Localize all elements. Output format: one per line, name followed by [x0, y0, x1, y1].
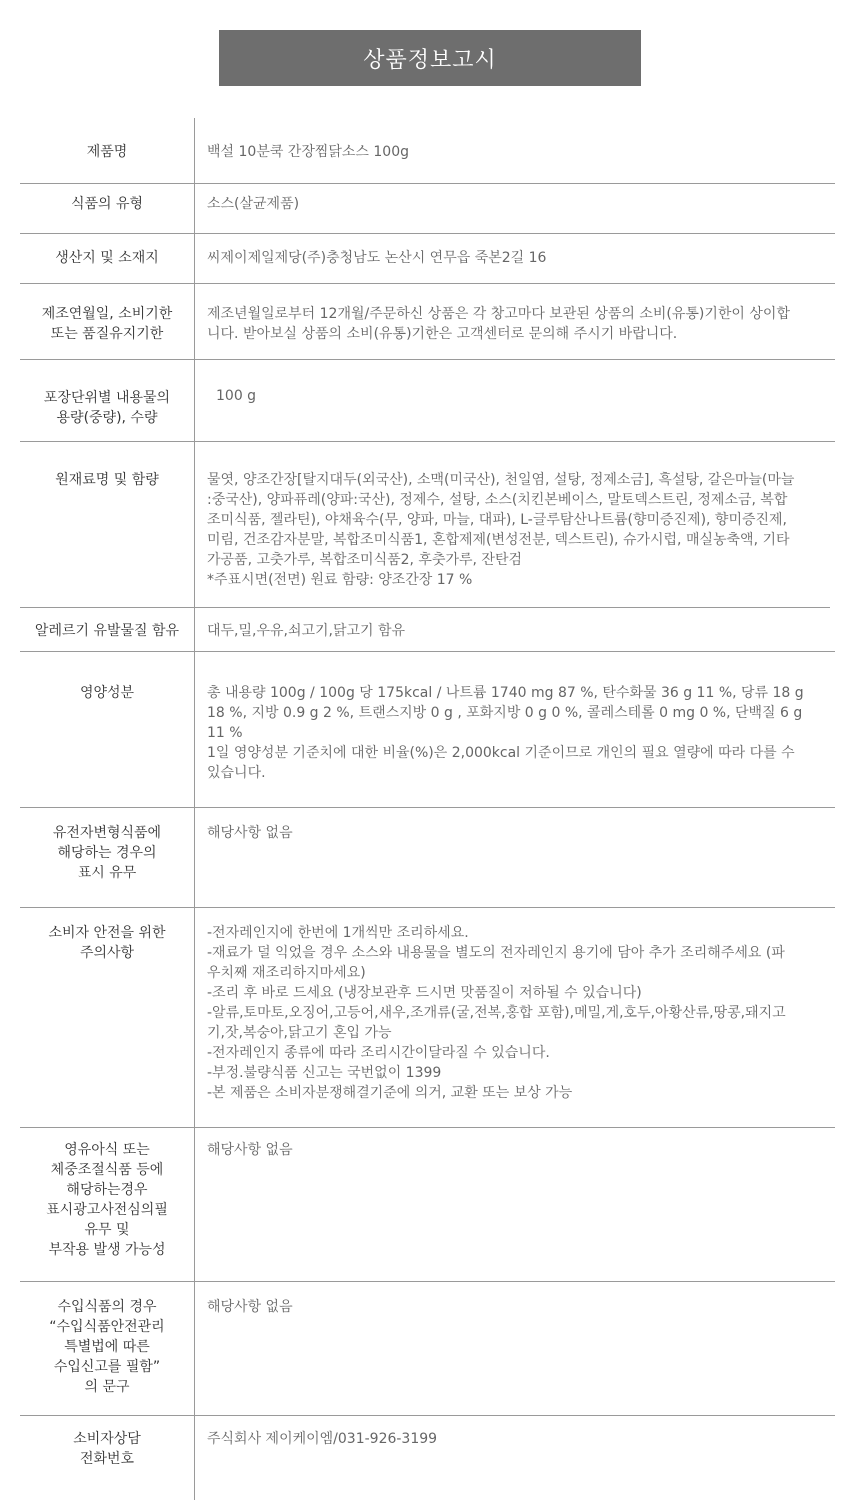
row-label: 수입식품의 경우 “수입식품안전관리 특별법에 따른 수입신고를 필함” 의 문구: [49, 1299, 165, 1395]
row-label: 포장단위별 내용물의 용량(중량), 수량: [43, 390, 171, 426]
row-value: 물엿, 양조간장[탈지대두(외국산), 소맥(미국산), 천일염, 설탕, 정제소금], 흑설탕, 갈은마늘(마늘 :중국산), 양파퓨레(양파:국산), 정제수, 설탕, 소스(치킨본베이스, 말토덱스트린, 정제소금, 복합 조미식품, 젤라틴), 야채육수(무, 양파, 마늘, 대파), L-글루탐산나트륨(향미증진제), 향미증진제, 미림, 건조감자분말, 복합조미식품1, 혼합제제(변성전분, 덱스트린), 슈가시럽, 매실농축액, 기타 가공품, 고춧가루, 복합조미식품2, 후춧가루, 잔탄검 *주표시면(전면) 원료 함량: 양조간장 17 %: [207, 472, 795, 588]
row-label: 원재료명 및 함량: [55, 472, 159, 488]
row-value: 총 내용량 100g / 100g 당 175kcal / 나트륨 1740 mg 87 %, 탄수화물 36 g 11 %, 당류 18 g 18 %, 지방 0.9 g 2 %, 트랜스지방 0 g , 포화지방 0 g 0 %, 콜레스테롤 0 mg 0 %, 단백질 6 g 11 % 1일 영양성분 기준치에 대한 비율(%)은 2,000kcal 기준이므로 개인의 필요 열량에 따라 다를 수 있습니다.: [207, 685, 804, 781]
row-value: 씨제이제일제당(주)충청남도 논산시 연무읍 죽본2길 16: [207, 250, 547, 266]
row-label: 알레르기 유발물질 함유: [34, 623, 180, 639]
row-label: 제품명: [86, 144, 128, 160]
info-row: [0, 652, 860, 808]
row-value: 소스(살균제품): [207, 196, 300, 212]
row-value: 해당사항 없음: [207, 1299, 293, 1315]
row-value: 100 g: [216, 388, 257, 404]
row-value: -전자레인지에 한번에 1개씩만 조리하세요. -재료가 덜 익었을 경우 소스와 내용물을 별도의 전자레인지 용기에 담아 추가 조리해주세요 (파 우치째 재조리하지마세요) -조리 후 바로 드세요 (냉장보관후 드시면 맛품질이 저하될 수 있습니다) -알류,토마토,오징어,고등어,새우,조개류(굴,전복,홍합 포함),메밀,게,호두,아황산류,땅콩,돼지고 기,잣,복숭아,닭고기 혼입 가능 -전자레인지 종류에 따라 조리시간이달라질 수 있습니다. -부정.불량식품 신고는 국번없이 1399 -본 제품은 소비자분쟁해결기준에 의거, 교환 또는 보상 가능: [207, 925, 786, 1101]
row-label: 식품의 유형: [70, 196, 144, 212]
row-value: 대두,밀,우유,쇠고기,닭고기 함유: [207, 623, 406, 639]
row-label: 영양성분: [79, 685, 135, 701]
row-label: 유전자변형식품에 해당하는 경우의 표시 유무: [52, 825, 162, 881]
row-value: 해당사항 없음: [207, 1142, 293, 1158]
info-row: [0, 608, 860, 652]
info-row: [0, 1128, 860, 1282]
info-row: [0, 1416, 860, 1500]
row-value: 해당사항 없음: [207, 825, 293, 841]
page-title: 상품정보고시: [219, 30, 641, 86]
info-row: [0, 118, 860, 184]
row-label: 소비자 안전을 위한 주의사항: [48, 925, 166, 961]
row-label: 소비자상담 전화번호: [73, 1431, 141, 1467]
info-row: [0, 234, 860, 284]
info-row: [0, 1282, 860, 1416]
info-row: [0, 184, 860, 234]
info-row: [0, 360, 860, 442]
row-value: 백설 10분쿡 간장찜닭소스 100g: [207, 144, 410, 160]
row-value: 제조년월일로부터 12개월/주문하신 상품은 각 창고마다 보관된 상품의 소비(유통)기한이 상이합 니다. 받아보실 상품의 소비(유통)기한은 고객센터로 문의해 주시기 바랍니다.: [207, 306, 790, 342]
row-label: 생산지 및 소재지: [55, 250, 159, 266]
info-row: [0, 808, 860, 908]
row-label: 영유아식 또는 체중조절식품 등에 해당하는경우 표시광고사전심의필 유무 및 부작용 발생 가능성: [46, 1142, 168, 1258]
row-value: 주식회사 제이케이엠/031-926-3199: [207, 1431, 438, 1447]
info-row: [0, 908, 860, 1128]
info-row: [0, 284, 860, 360]
info-row: [0, 442, 860, 608]
row-label: 제조연월일, 소비기한 또는 품질유지기한: [41, 306, 173, 342]
